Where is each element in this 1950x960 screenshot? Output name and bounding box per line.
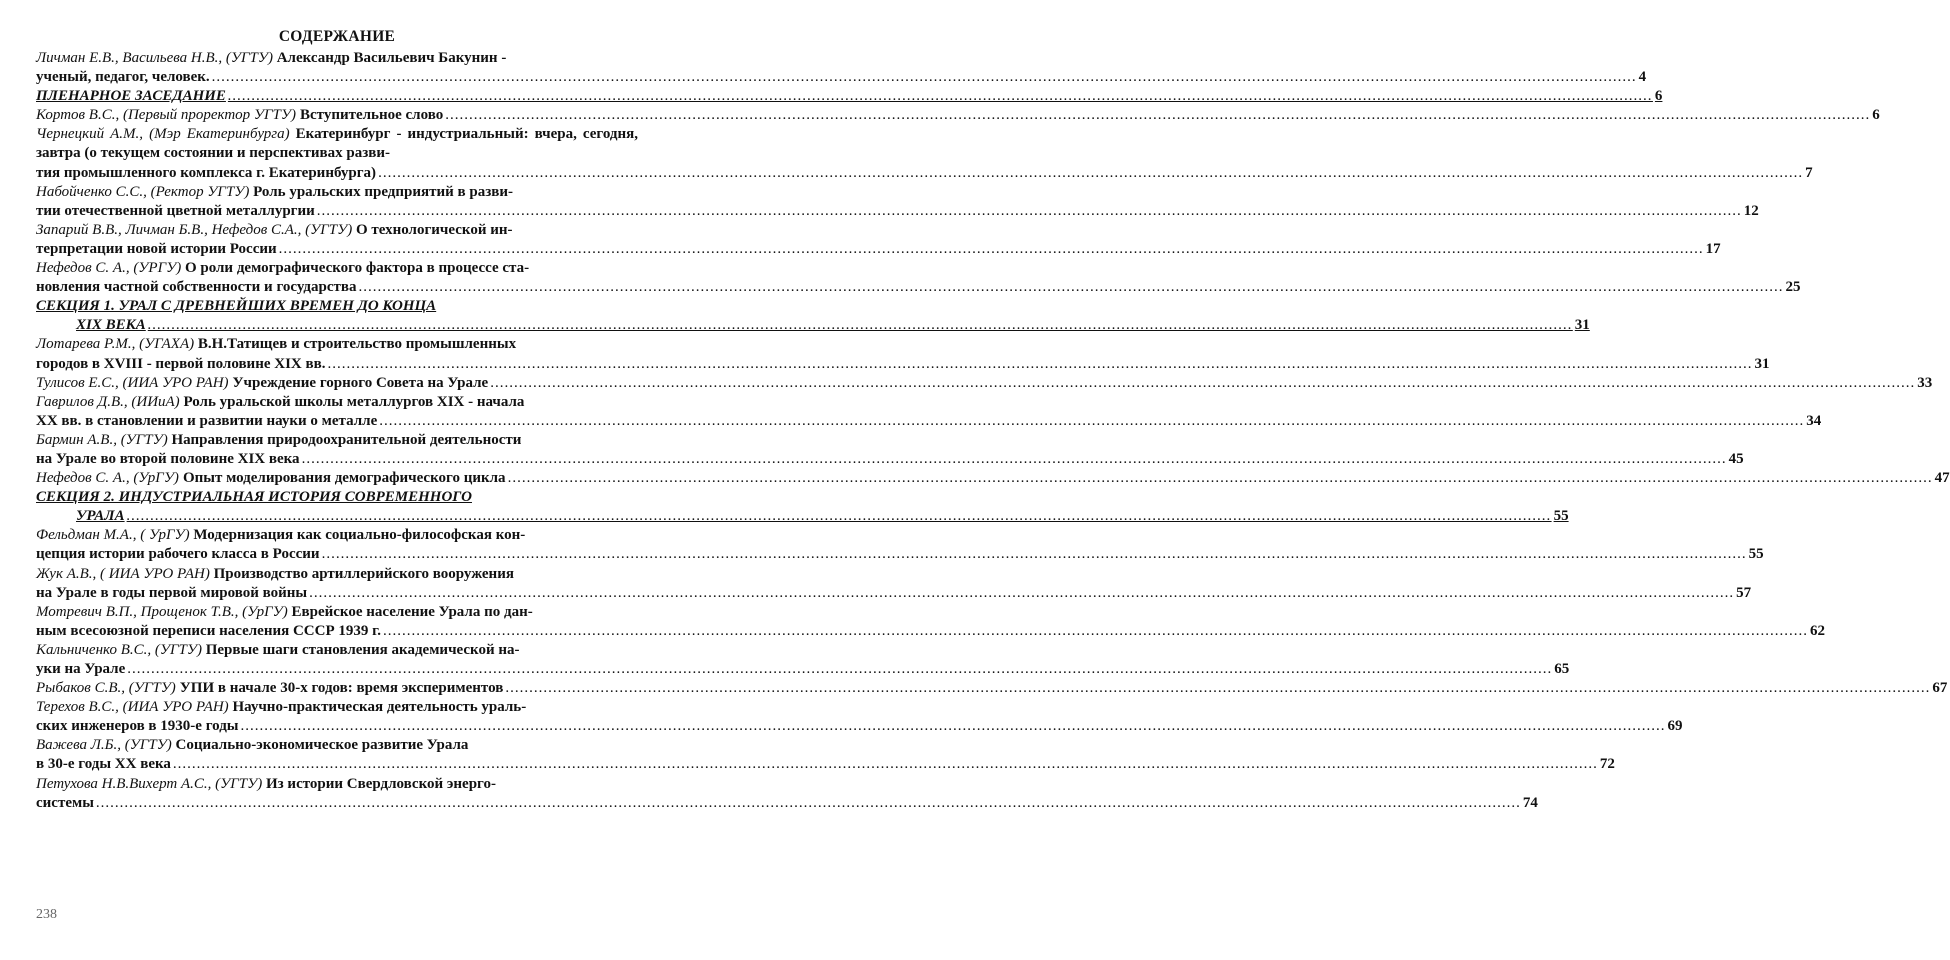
page-ref: 45 [1728,450,1744,467]
entry-first-line [36,335,638,354]
toc-entry[interactable] [36,374,1933,393]
toc-entry[interactable] [36,698,1683,736]
toc-entry[interactable] [36,641,1570,679]
entry-author: Запарий В.В., Личман Б.В., Нефедов С.А., (УГТУ) [36,221,353,238]
toc-entry[interactable] [36,221,1721,259]
leader-dots: ............................................................................................................................................................................................................................................................................................................ [211,69,1637,86]
entry-title-cont-text: ученый, педагог, человек. [36,69,210,86]
page-ref: 57 [1736,584,1752,601]
leader-dots: ............................................................................................................................................................................................................................................................................................................ [378,164,1804,181]
entry-author: Нефедов С. А., (УРГУ) [36,260,182,277]
leader-dots: ............................................................................................................................................................................................................................................................................................................ [309,584,1735,601]
entry-title: Вступительное слово [299,107,444,124]
toc-entry[interactable] [36,183,1759,221]
toc-line [36,374,1933,393]
entry-title: В.Н.Татищев и строительство промышленных [197,336,517,353]
entry-title: Роль уральской школы металлургов XIX - начала [183,393,525,410]
entry-author: Бармин А.В., (УГТУ) [36,431,168,448]
page-ref: 55 [1553,508,1569,525]
toc-entry[interactable] [36,106,1880,125]
toc-line [36,622,1825,641]
entry-author: Петухова Н.В.Вихерт А.С., (УГТУ) [36,775,263,792]
entry-title-cont-text: системы [36,794,94,811]
entry-title-cont-text: ских инженеров в 1930-е годы [36,718,239,735]
entry-title-cont-text: уки на Урале [36,661,126,677]
section-heading[interactable] [36,87,1663,106]
entry-author: Кортов В.С., (Первый проректор УГТУ) [36,107,296,124]
toc-entry[interactable] [36,393,1822,431]
toc-line [36,545,1764,564]
toc-entry[interactable] [36,259,1801,297]
entry-title-cont-text: ным всесоюзной переписи населения СССР 1939 г. [36,622,381,639]
toc-entry[interactable] [36,431,1744,469]
entry-title: Опыт моделирования демографического цикла [182,470,506,487]
section-heading[interactable] [36,488,1569,526]
entry-title: О роли демографического фактора в процессе ста- [184,260,530,277]
toc-line [36,164,1813,183]
leader-dots: ............................................................................................................................................................................................................................................................................................................ [301,450,1727,467]
entry-title: Модернизация как социально-философская кон- [193,527,526,544]
page-ref: 12 [1743,202,1759,219]
toc-line [36,316,1590,335]
entry-title-cont-text: цепция истории рабочего класса в России [36,546,320,563]
entry-author: Набойченко С.С., (Ректор УГТУ) [36,183,250,200]
page-ref: 65 [1554,661,1570,677]
page-number: 238 [36,907,57,922]
entry-title-cont-text: XX вв. в становлении и развитии науки о металле [36,412,378,429]
entry-first-line [36,736,638,755]
page-ref: 17 [1705,240,1721,257]
section-heading[interactable] [36,297,1590,335]
entry-first-line [36,183,638,202]
page-ref: 31 [1574,317,1590,334]
toc-line [36,450,1744,469]
entry-title-cont-text: тия промышленного комплекса г. Екатеринбурга) [36,164,377,181]
page-ref: 55 [1748,546,1764,563]
page-ref: 33 [1917,374,1933,391]
toc-line [36,240,1721,259]
toc-entry[interactable] [36,565,1752,603]
entry-first-line [36,603,638,622]
leader-dots: ............................................................................................................................................................................................................................................................................................................ [316,202,1742,219]
leader-dots: ............................................................................................................................................................................................................................................................................................................ [445,107,1871,124]
page-ref: 31 [1754,355,1770,372]
page-ref: 34 [1806,412,1822,429]
entry-first-line [36,49,638,68]
entry-first-line [36,565,638,584]
toc-line [36,106,1880,125]
entry-author: Кальниченко В.С., (УГТУ) [36,641,202,658]
leader-dots: ............................................................................................................................................................................................................................................................................................................ [507,470,1933,487]
page-ref: 7 [1805,164,1813,181]
section-title-text: ПЛЕНАРНОЕ ЗАСЕДАНИЕ [36,88,226,105]
entry-author: Тулисов Е.С., (ИИА УРО РАН) [36,374,229,391]
leader-dots: ............................................................................................................................................................................................................................................................................................................ [172,756,1598,773]
leader-dots: ............................................................................................................................................................................................................................................................................................................ [490,374,1916,391]
entry-title: Еврейское население Урала по дан- [291,603,533,620]
toc-entry[interactable] [36,335,1770,373]
entry-author: Рыбаков С.В., (УГТУ) [36,680,176,697]
entry-author: Жук А.В., ( ИИА УРО РАН) [36,565,210,582]
toc-page [36,28,1950,813]
page-ref: 6 [1654,88,1663,105]
entry-first-line [36,259,638,278]
toc-entry[interactable] [36,49,1647,87]
toc-line [36,202,1759,221]
entry-title: О технологической ин- [355,221,513,238]
toc-line [36,717,1683,736]
entry-author: Фельдман М.А., ( УрГУ) [36,527,190,544]
section-title-line1: СЕКЦИЯ 2. ИНДУСТРИАЛЬНАЯ ИСТОРИЯ СОВРЕМЕННОГО [36,489,472,506]
page-ref: 6 [1872,107,1880,124]
leader-dots: ............................................................................................................................................................................................................................................................................................................ [505,680,1931,697]
page-ref: 25 [1785,279,1801,296]
entry-author: Гаврилов Д.В., (ИИиА) [36,393,180,410]
leader-dots: ............................................................................................................................................................................................................................................................................................................ [379,412,1805,429]
leader-dots: ............................................................................................................................................................................................................................................................................................................ [327,355,1753,372]
toc-entry[interactable] [36,526,1764,564]
entry-author: Мотревич В.П., Прощенок Т.В., (УрГУ) [36,603,288,620]
entry-first-line [36,775,638,794]
toc-list [36,49,1950,813]
leader-dots: ............................................................................................................................................................................................................................................................................................................ [227,88,1653,105]
entry-title-cont-text: новления частной собственности и государства [36,279,357,296]
toc-line [36,679,1948,698]
toc-line [36,794,1538,813]
toc-line [36,278,1801,297]
leader-dots: ............................................................................................................................................................................................................................................................................................................ [278,240,1704,257]
toc-entry[interactable] [36,125,1813,182]
entry-title: Учреждение горного Совета на Урале [232,374,489,391]
section-title-line2-text: XIX ВЕКА [76,317,146,334]
leader-dots: ............................................................................................................................................................................................................................................................................................................ [147,317,1573,334]
entry-first-line [36,641,638,660]
entry-title: Из истории Свердловской энерго- [265,775,496,792]
page-ref: 74 [1522,794,1538,811]
entry-title: Александр Васильевич Бакунин - [276,50,507,66]
leader-dots: ............................................................................................................................................................................................................................................................................................................ [127,661,1553,677]
entry-author: Личман Е.В., Васильева Н.В., (УГТУ) [36,50,273,66]
page-ref: 67 [1932,680,1948,697]
entry-title-cont-text: тии отечественной цветной металлургии [36,202,315,219]
entry-first-line [36,526,638,545]
toc-line [36,469,1950,488]
section-title-line1: СЕКЦИЯ 1. УРАЛ С ДРЕВНЕЙШИХ ВРЕМЕН ДО КОНЦА [36,298,437,315]
leader-dots: ............................................................................................................................................................................................................................................................................................................ [321,546,1747,563]
toc-line [36,412,1822,431]
toc-line [36,355,1770,374]
entry-title-cont-text: на Урале в годы первой мировой войны [36,584,308,601]
toc-heading: СОДЕРЖАНИЕ [278,28,396,45]
entry-author: Важева Л.Б., (УГТУ) [36,737,172,754]
page-ref: 72 [1599,756,1615,773]
entry-title: Первые шаги становления академической на- [205,641,520,658]
entry-author: Чернецкий А.М., (Мэр Екатеринбурга) [36,126,290,143]
toc-entry[interactable] [36,603,1825,641]
leader-dots: ............................................................................................................................................................................................................................................................................................................ [95,794,1521,811]
toc-line [36,584,1752,603]
toc-line [36,660,1570,679]
entry-title: Научно-практическая деятельность ураль- [232,699,527,716]
entry-author: Лотарева Р.М., (УГАХА) [36,336,195,353]
entry-first-line [36,698,638,717]
entry-first-line [36,125,638,163]
toc-line [36,507,1569,526]
toc-entry[interactable] [36,469,1950,488]
entry-title: Роль уральских предприятий в разви- [253,183,513,200]
toc-entry[interactable] [36,679,1948,698]
entry-title: Социально-экономическое развитие Урала [175,737,469,754]
toc-line [36,87,1663,106]
entry-first-line [36,393,638,412]
entry-title: Производство артиллерийского вооружения [213,565,514,582]
entry-first-line [36,431,638,450]
entry-author: Нефедов С. А., (УрГУ) [36,470,179,487]
entry-title: Екатеринбург - индустриальный: вчера, сегодня, завтра (о текущем состоянии и перспективах разви- [36,126,638,162]
toc-entry[interactable] [36,775,1538,813]
toc-line [36,755,1615,774]
page-ref: 62 [1810,622,1825,639]
entry-title-cont-text: терпретации новой истории России [36,240,277,257]
leader-dots: ............................................................................................................................................................................................................................................................................................................ [240,718,1666,735]
entry-title-cont-text: на Урале во второй половине XIX века [36,450,300,467]
section-title-line2-text: УРАЛА [76,508,125,525]
page-ref: 47 [1934,470,1950,487]
toc-entry[interactable] [36,736,1615,774]
entry-title: Направления природоохранительной деятельности [171,431,522,448]
page-ref: 4 [1638,69,1647,86]
toc-line [36,68,1647,87]
page-ref: 69 [1667,718,1683,735]
leader-dots: ............................................................................................................................................................................................................................................................................................................ [383,622,1808,639]
entry-title: УПИ в начале 30-х годов: время экспериментов [179,680,504,697]
leader-dots: ............................................................................................................................................................................................................................................................................................................ [126,508,1552,525]
leader-dots: ............................................................................................................................................................................................................................................................................................................ [358,279,1784,296]
entry-title-cont-text: в 30-е годы XX века [36,756,171,773]
entry-first-line [36,221,638,240]
entry-author: Терехов В.С., (ИИА УРО РАН) [36,699,229,716]
entry-title-cont-text: городов в XVIII - первой половине XIX вв. [36,355,326,372]
